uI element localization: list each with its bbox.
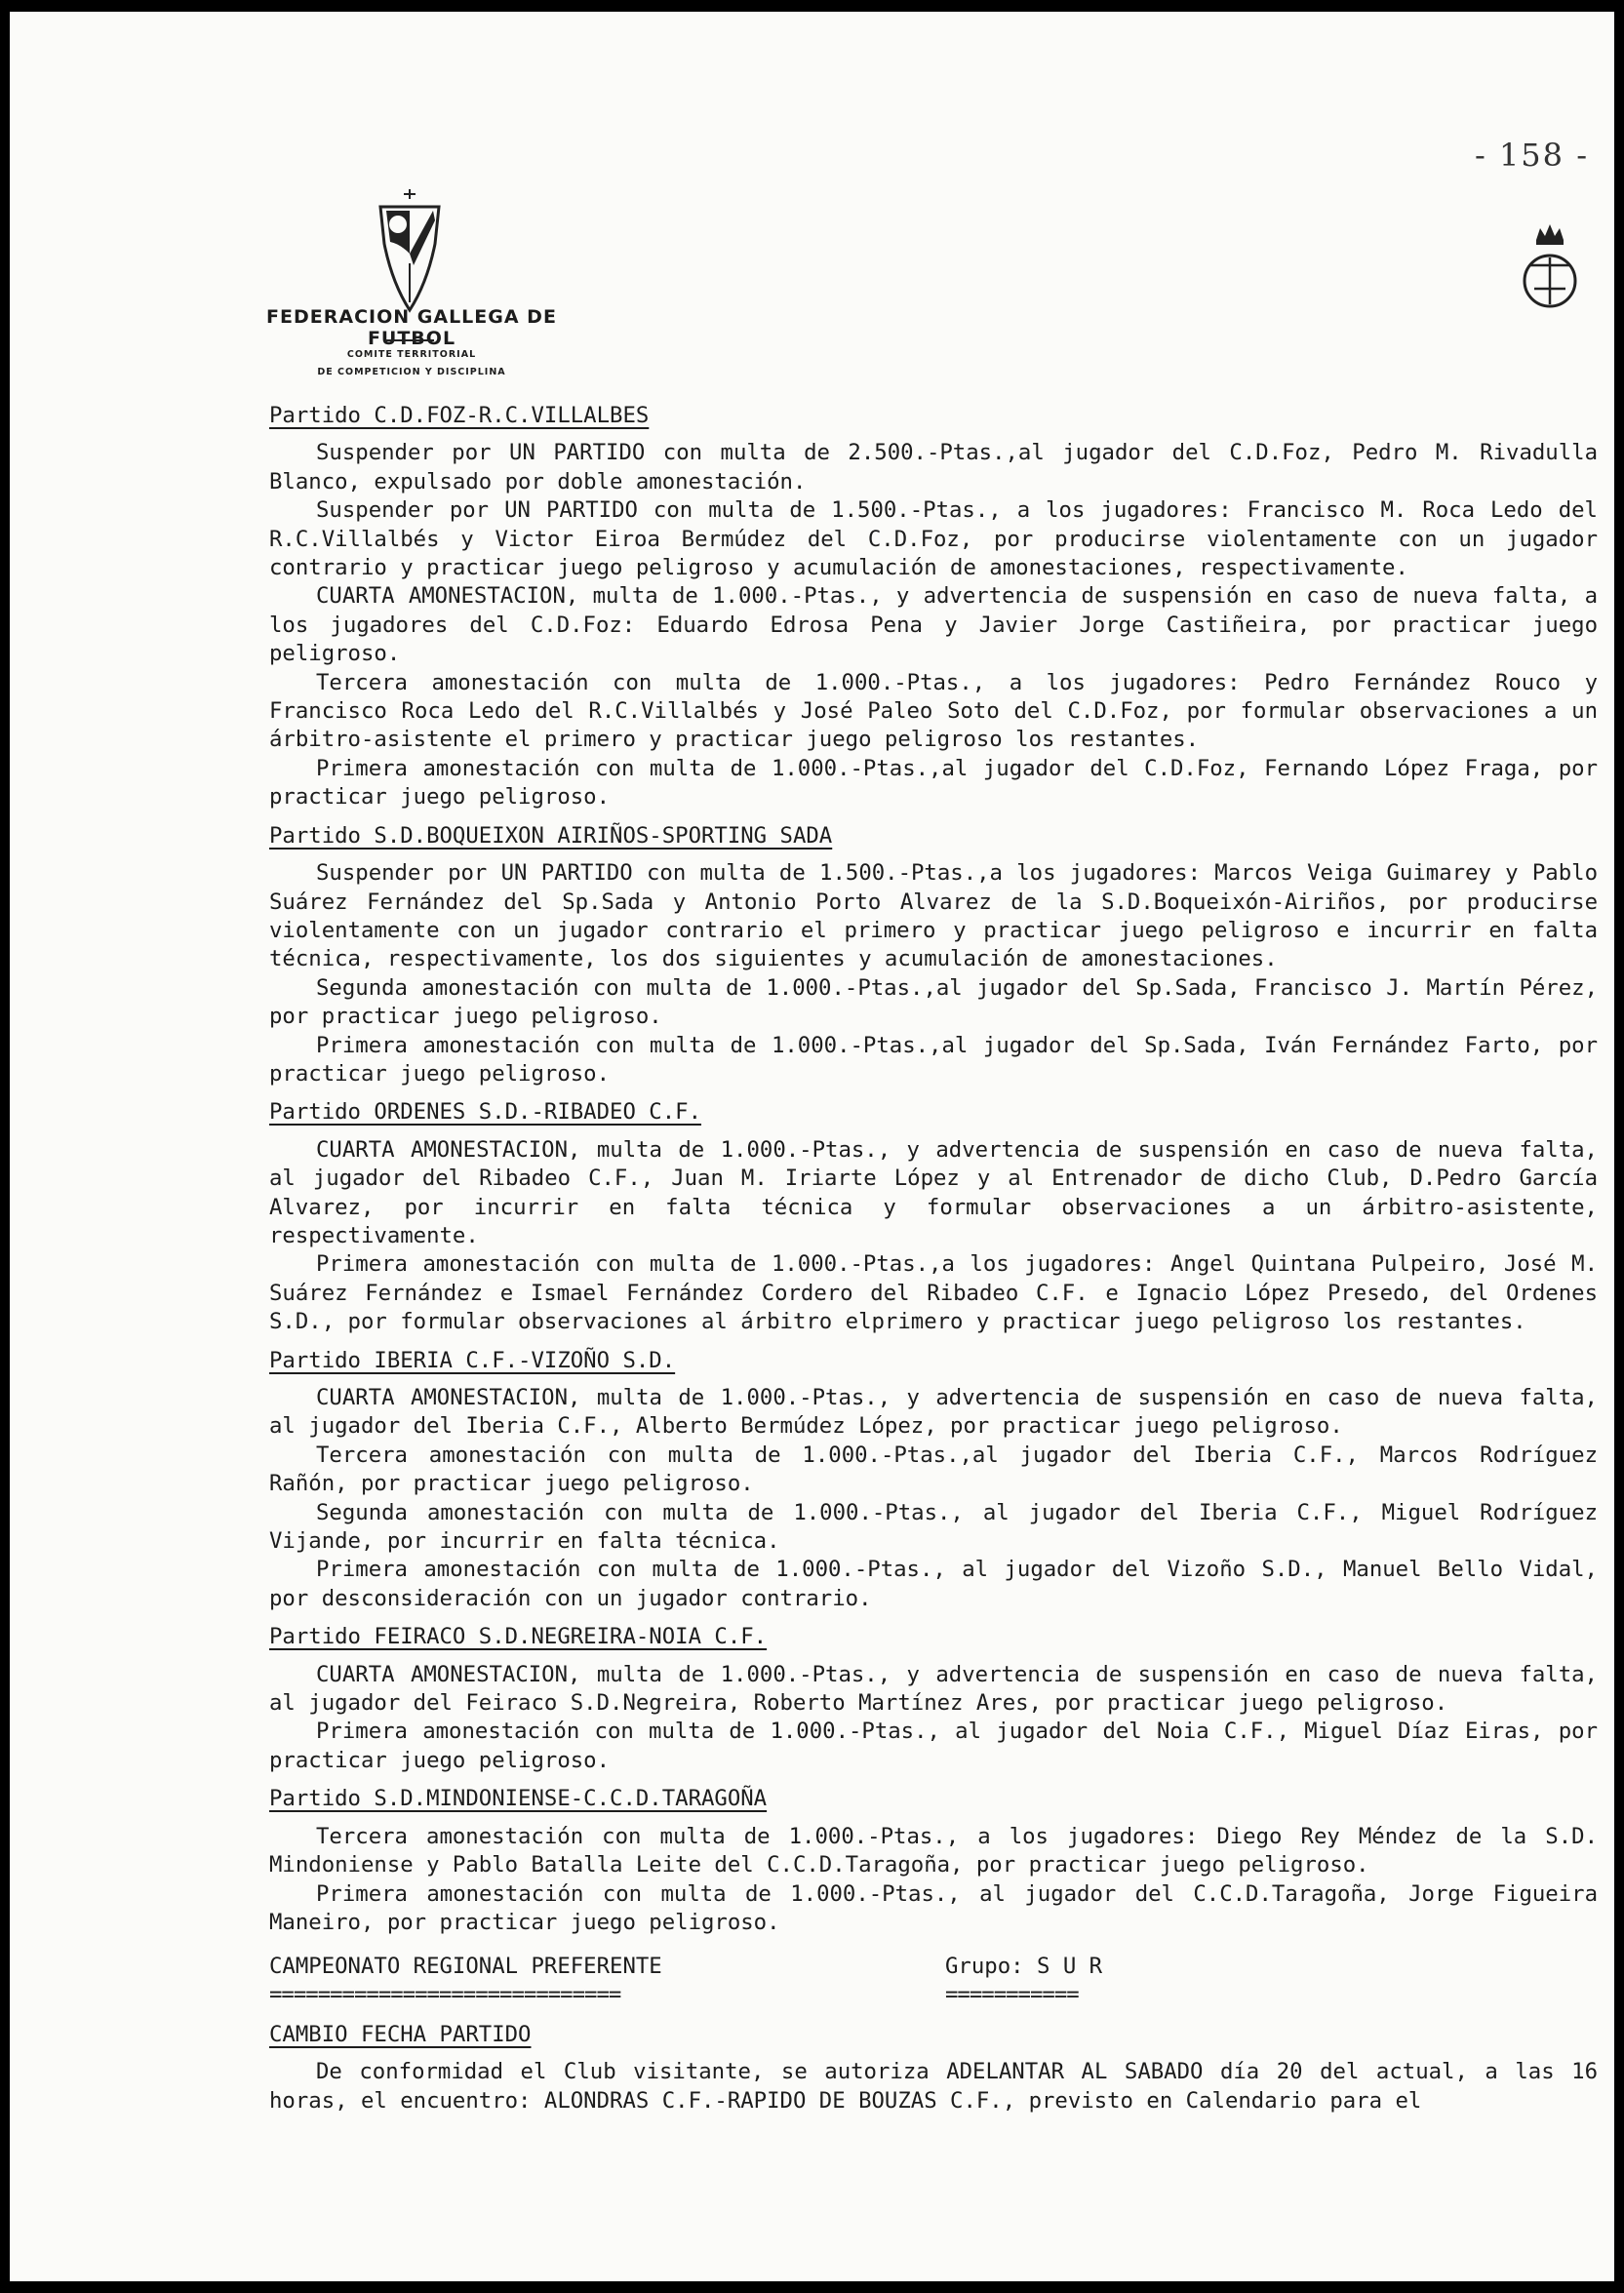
- section-mindoniense-taragona: [269, 1785, 1598, 1937]
- section-title: Partido S.D.BOQUEIXON AIRIÑOS-SPORTING SADA: [269, 822, 833, 849]
- org-subtitle-1: COMITE TERRITORIAL: [346, 349, 477, 360]
- paragraph: Primera amonestación con multa de 1.000.-Ptas.,al jugador del C.D.Foz, Fernando López Fraga, por practicar juego peligroso.: [269, 755, 1598, 810]
- section-feiraco-noia: [269, 1623, 1598, 1775]
- page-number: - 158 -: [1474, 137, 1589, 174]
- document-page: [10, 12, 1614, 2281]
- paragraph: Suspender por UN PARTIDO con multa de 2.500.-Ptas.,al jugador del C.D.Foz, Pedro M. Rivadulla Blanco, expulsado por doble amonestación.: [269, 440, 1598, 494]
- paragraph: Tercera amonestación con multa de 1.000.-Ptas., a los jugadores: Pedro Fernández Rouco y Francisco Roca Ledo del R.C.Villalbés y José Paleo Soto del C.D.Foz, por formular observaciones a un árbitro-asistente el primero y practicar juego peligroso los restantes.: [269, 669, 1598, 753]
- section-cambio-fecha: [269, 2021, 1598, 2115]
- grupo-label: Grupo: S U R: [945, 1954, 1103, 1980]
- paragraph: Suspender por UN PARTIDO con multa de 1.500.-Ptas., a los jugadores: Francisco M. Roca Ledo del R.C.Villalbés y Victor Eiroa Bermúdez del C.D.Foz, por producirse violentamente con un jugador contrario y practicar juego peligroso y acumulación de amonestaciones, respectivamente.: [269, 497, 1598, 581]
- paragraph: Primera amonestación con multa de 1.000.-Ptas.,al jugador del Sp.Sada, Iván Fernández Farto, por practicar juego peligroso.: [269, 1032, 1598, 1087]
- paragraph: Tercera amonestación con multa de 1.000.-Ptas.,al jugador del Iberia C.F., Marcos Rodríguez Rañón, por practicar juego peligroso.: [269, 1442, 1598, 1497]
- org-divider: [385, 339, 434, 341]
- section-iberia-vizono: [269, 1347, 1598, 1614]
- federation-crest-icon: [371, 185, 449, 314]
- section-title: Partido FEIRACO S.D.NEGREIRA-NOIA C.F.: [269, 1624, 768, 1650]
- section-title: Partido S.D.MINDONIENSE-C.C.D.TARAGOÑA: [269, 1786, 768, 1812]
- document-body: [269, 402, 1598, 2125]
- section-title: Partido C.D.FOZ-R.C.VILLALBES: [269, 403, 650, 428]
- section-title: CAMBIO FECHA PARTIDO: [269, 2021, 532, 2047]
- paragraph: CUARTA AMONESTACION, multa de 1.000.-Ptas., y advertencia de suspensión en caso de nueva falta, al jugador del Iberia C.F., Alberto Bermúdez López, por practicar juego peligroso.: [269, 1385, 1598, 1440]
- grupo-underline: ===========: [945, 1981, 1079, 2007]
- section-ordenes-ribadeo: [269, 1098, 1598, 1336]
- paragraph: Primera amonestación con multa de 1.000.-Ptas., al jugador del Vizoño S.D., Manuel Bello Vidal, por desconsideración con un jugador contrario.: [269, 1557, 1598, 1611]
- paragraph: Tercera amonestación con multa de 1.000.-Ptas., a los jugadores: Diego Rey Méndez de la S.D. Mindoniense y Pablo Batalla Leite del C.C.D.Taragoña, por practicar juego peligroso.: [269, 1823, 1598, 1878]
- section-foz-villalbes: [269, 402, 1598, 812]
- org-name: FEDERACION GALLEGA DE FUTBOL: [266, 306, 557, 349]
- section-title: Partido IBERIA C.F.-VIZOÑO S.D.: [269, 1347, 676, 1373]
- campeonato-header: [269, 1953, 1598, 2020]
- paragraph: Segunda amonestación con multa de 1.000.-Ptas.,al jugador del Sp.Sada, Francisco J. Martín Pérez, por practicar juego peligroso.: [269, 974, 1598, 1030]
- org-subtitle-2: DE COMPETICION Y DISCIPLINA: [317, 367, 506, 377]
- section-title: Partido ORDENES S.D.-RIBADEO C.F.: [269, 1099, 701, 1126]
- paragraph: CUARTA AMONESTACION, multa de 1.000.-Ptas., y advertencia de suspensión en caso de nueva falta, al jugador del Feiraco S.D.Negreira, Roberto Martínez Ares, por practicar juego peligroso.: [269, 1661, 1598, 1717]
- paragraph: Segunda amonestación con multa de 1.000.-Ptas., al jugador del Iberia C.F., Miguel Rodríguez Vijande, por incurrir en falta técnica.: [269, 1499, 1598, 1555]
- campeonato-title-underline: =============================: [269, 1981, 621, 2007]
- crown-emblem-icon: [1519, 218, 1581, 312]
- paragraph: Suspender por UN PARTIDO con multa de 1.500.-Ptas.,a los jugadores: Marcos Veiga Guimarey y Pablo Suárez Fernández del Sp.Sada y Antonio Porto Alvarez de la S.D.Boqueixón-Airiños, por producirse violentamente con un jugador contrario el primero y practicar juego peligroso e incurrir en falta técnica, respectivamente, los dos siguientes y acumulación de amonestaciones.: [269, 860, 1598, 972]
- campeonato-title: CAMPEONATO REGIONAL PREFERENTE: [269, 1954, 662, 1980]
- paragraph: CUARTA AMONESTACION, multa de 1.000.-Ptas., y advertencia de suspensión en caso de nueva falta, al jugador del Ribadeo C.F., Juan M. Iriarte López y al Entrenador de dicho Club, D.Pedro García Alvarez, por incurrir en falta técnica y formular observaciones a un árbitro-asistente, respectivamente.: [269, 1136, 1598, 1248]
- paragraph: CUARTA AMONESTACION, multa de 1.000.-Ptas., y advertencia de suspensión en caso de nueva falta, a los jugadores del C.D.Foz: Eduardo Edrosa Pena y Javier Jorge Castiñeira, por practicar juego peligroso.: [269, 583, 1598, 667]
- paragraph: Primera amonestación con multa de 1.000.-Ptas.,a los jugadores: Angel Quintana Pulpeiro, José M. Suárez Fernández e Ismael Fernández Cordero del Ribadeo C.F. e Ignacio López Presedo, del Ordenes S.D., por formular observaciones al árbitro elprimero y practicar juego peligroso los restantes.: [269, 1251, 1598, 1335]
- paragraph: Primera amonestación con multa de 1.000.-Ptas., al jugador del C.C.D.Taragoña, Jorge Figueira Maneiro, por practicar juego peligroso.: [269, 1880, 1598, 1935]
- section-boqueixon-sada: [269, 822, 1598, 1089]
- paragraph: Primera amonestación con multa de 1.000.-Ptas., al jugador del Noia C.F., Miguel Díaz Eiras, por practicar juego peligroso.: [269, 1719, 1598, 1773]
- paragraph: De conformidad el Club visitante, se autoriza ADELANTAR AL SABADO día 20 del actual, a las 16 horas, el encuentro: ALONDRAS C.F.-RAPIDO DE BOUZAS C.F., previsto en Calendario para el: [269, 2059, 1598, 2114]
